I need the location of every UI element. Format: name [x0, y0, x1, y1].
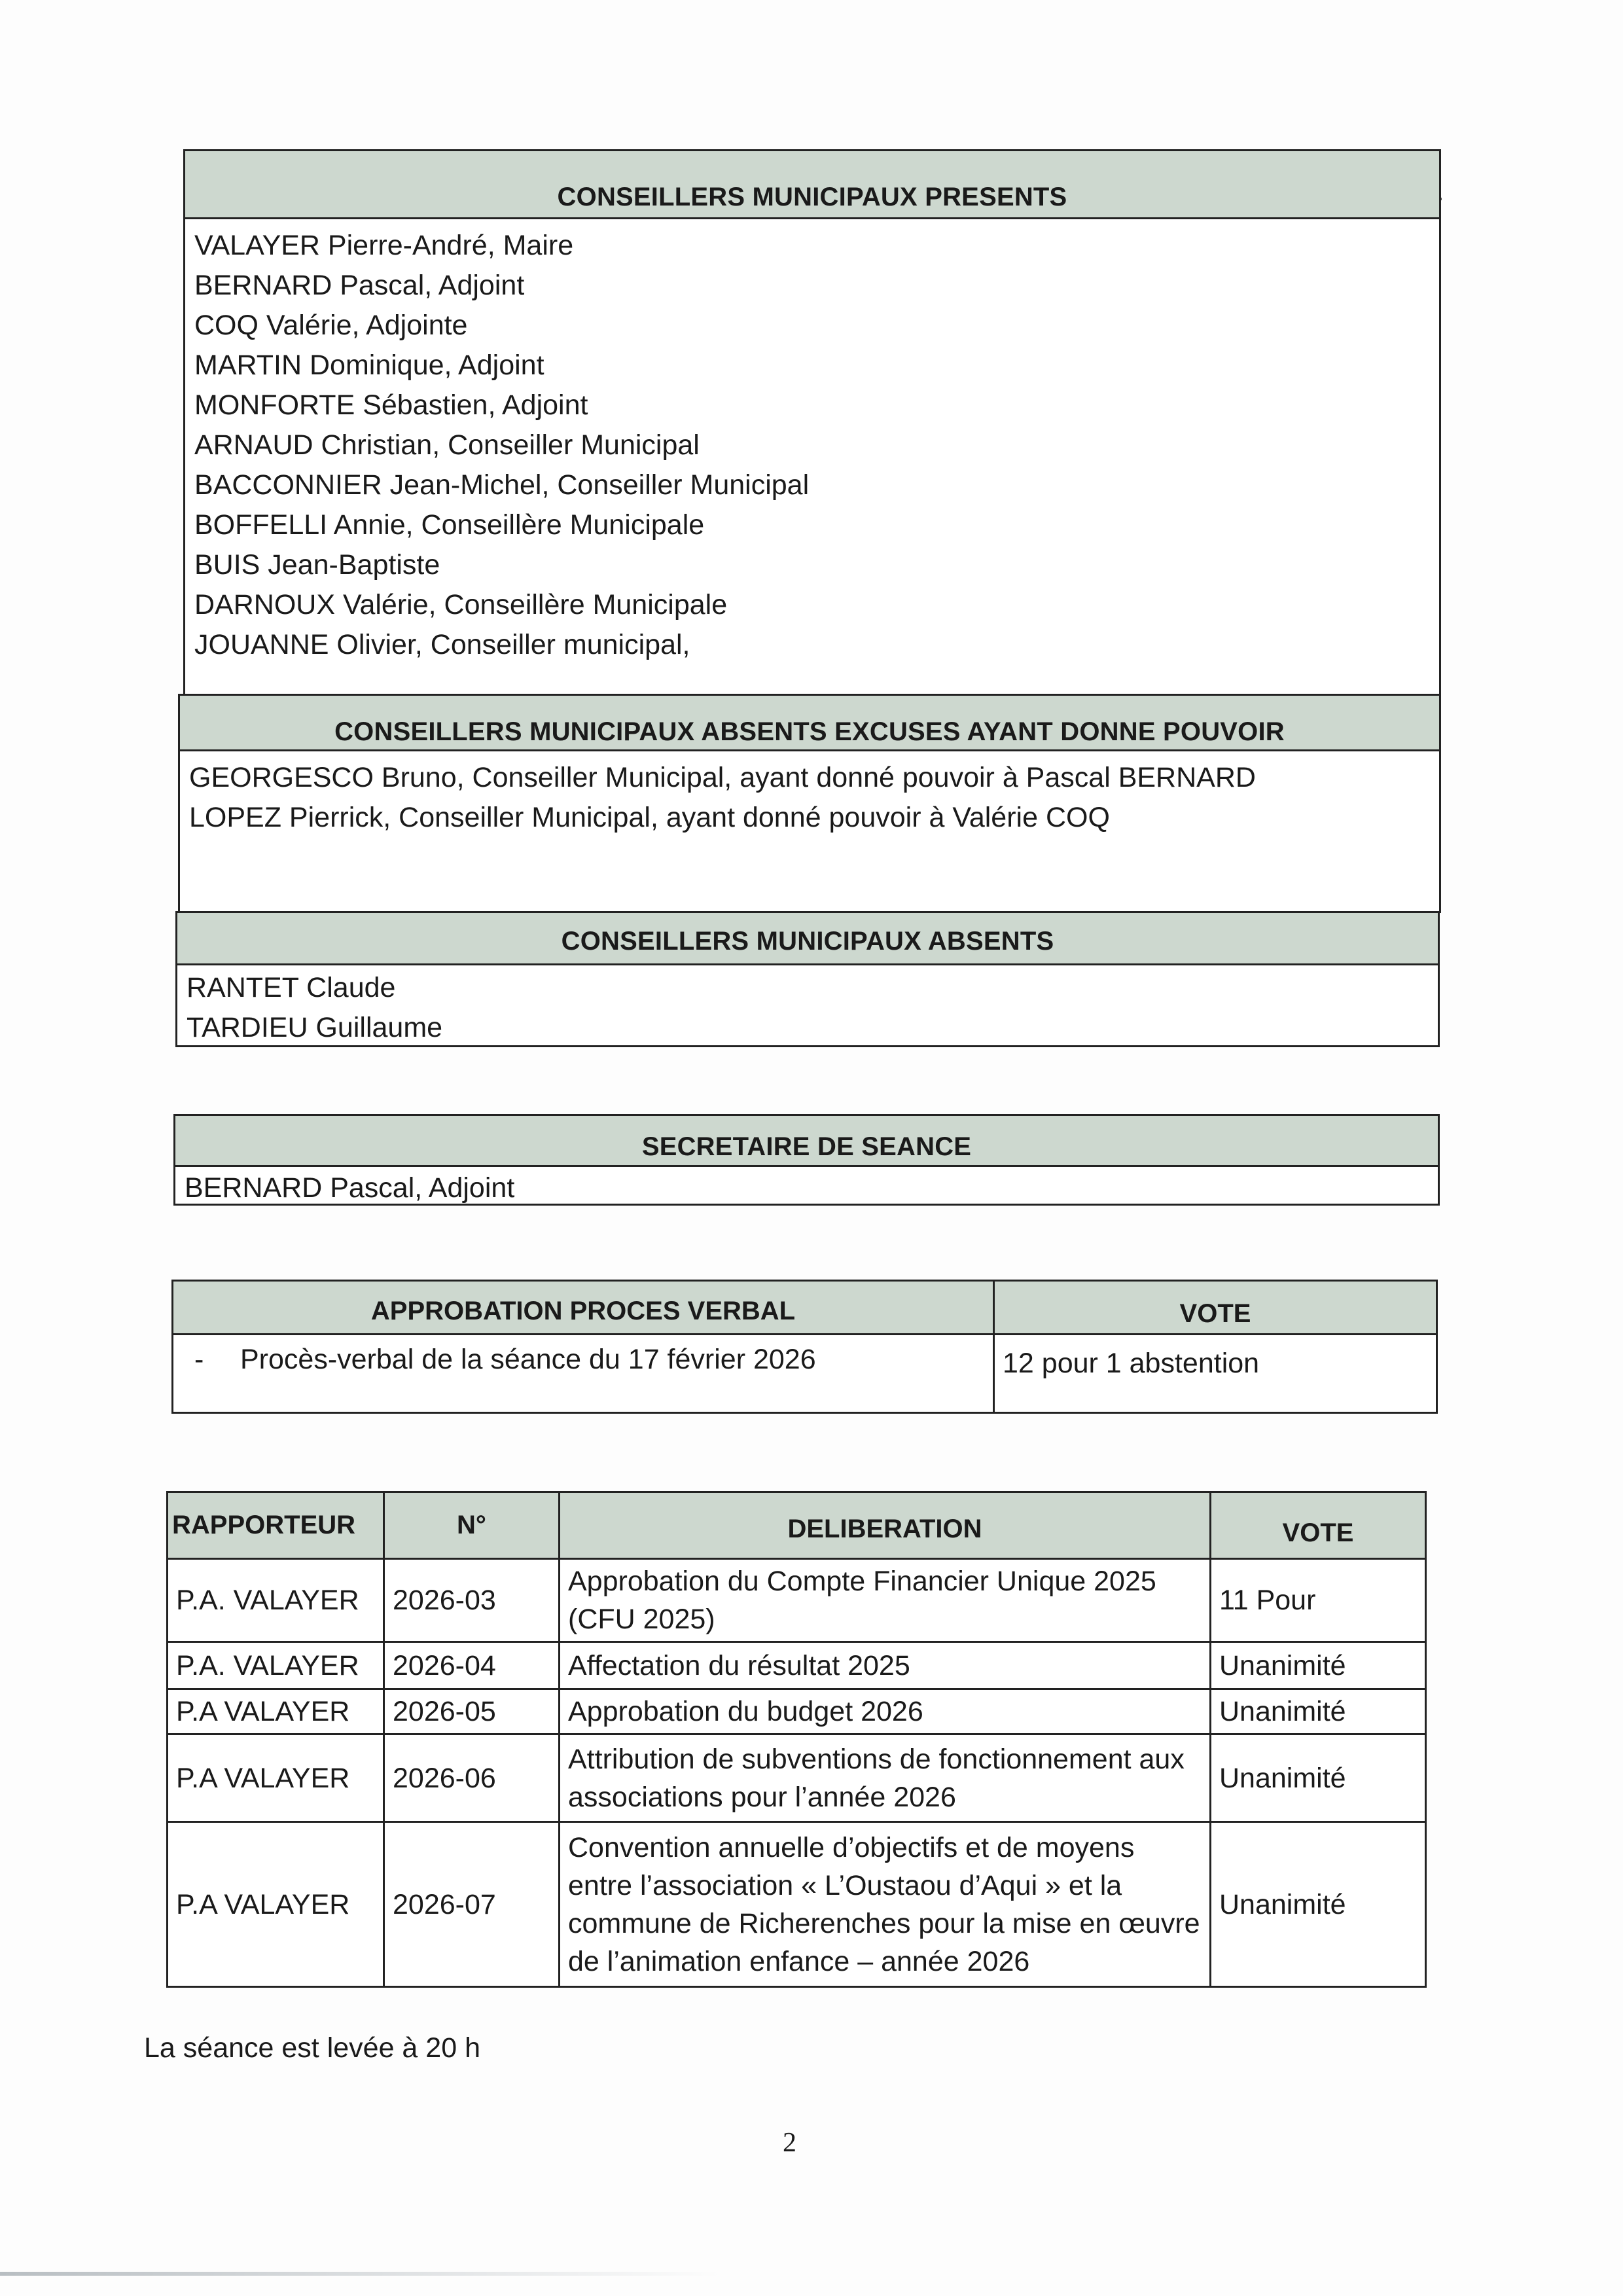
vote-header: VOTE	[994, 1281, 1437, 1335]
scan-artifact-line	[0, 2272, 720, 2276]
list-item: TARDIEU Guillaume	[187, 1012, 443, 1043]
absents-list	[177, 965, 1438, 1048]
absents-excuses-list	[180, 751, 1439, 838]
table-row: P.A VALAYER 2026-07 Convention annuelle d’objectifs et de moyens entre l’association « L’Oustaou d’Aqui » et la commune de Richerenches pour la mise en œuvre de l’animation enfance – année 2026 Unanimité	[168, 1822, 1426, 1987]
secretaire-table	[173, 1114, 1440, 1206]
table-row: P.A. VALAYER 2026-04 Affectation du résultat 2025 Unanimité	[168, 1642, 1426, 1689]
absents-excuses-table	[178, 694, 1441, 913]
list-item: DARNOUX Valérie, Conseillère Municipale	[194, 589, 728, 620]
numero-header: N°	[384, 1492, 560, 1559]
absents-table	[175, 911, 1440, 1047]
presents-table	[183, 149, 1441, 696]
approbation-table	[171, 1280, 1438, 1414]
list-item: MONFORTE Sébastien, Adjoint	[194, 389, 588, 421]
vote-header: VOTE	[1211, 1492, 1426, 1559]
list-item: BOFFELLI Annie, Conseillère Municipale	[194, 509, 705, 541]
absents-header: CONSEILLERS MUNICIPAUX ABSENTS	[177, 913, 1438, 965]
presents-list	[185, 219, 1439, 665]
table-row: P.A VALAYER 2026-05 Approbation du budget 2026 Unanimité	[168, 1689, 1426, 1734]
table-row: P.A. VALAYER 2026-03 Approbation du Compte Financier Unique 2025 (CFU 2025) 11 Pour	[168, 1559, 1426, 1642]
approbation-vote: 12 pour 1 abstention	[994, 1335, 1437, 1413]
approbation-item: - Procès-verbal de la séance du 17 février 2026	[173, 1335, 994, 1413]
secretaire-name: BERNARD Pascal, Adjoint	[185, 1172, 515, 1204]
list-item: BACCONNIER Jean-Michel, Conseiller Municipal	[194, 469, 810, 501]
list-item: VALAYER Pierre-André, Maire	[194, 230, 574, 261]
secretaire-header: SECRETAIRE DE SEANCE	[175, 1116, 1438, 1167]
rapporteur-header: RAPPORTEUR	[168, 1492, 384, 1559]
page-number: 2	[783, 2128, 796, 2158]
presents-header: CONSEILLERS MUNICIPAUX PRESENTS	[185, 151, 1439, 219]
absents-excuses-header: CONSEILLERS MUNICIPAUX ABSENTS EXCUSES AYANT DONNE POUVOIR	[180, 696, 1439, 751]
deliberation-header: DELIBERATION	[560, 1492, 1211, 1559]
list-item: BERNARD Pascal, Adjoint	[194, 270, 525, 301]
table-row: P.A VALAYER 2026-06 Attribution de subventions de fonctionnement aux associations pour l’année 2026 Unanimité	[168, 1734, 1426, 1822]
list-item: LOPEZ Pierrick, Conseiller Municipal, ayant donné pouvoir à Valérie COQ	[189, 802, 1110, 833]
list-item: ARNAUD Christian, Conseiller Municipal	[194, 429, 700, 461]
bullet: -	[194, 1344, 204, 1375]
list-item: RANTET Claude	[187, 972, 396, 1003]
closing-statement: La séance est levée à 20 h	[144, 2032, 480, 2064]
list-item: JOUANNE Olivier, Conseiller municipal,	[194, 629, 690, 660]
list-item: MARTIN Dominique, Adjoint	[194, 350, 544, 381]
deliberations-table	[166, 1491, 1427, 1988]
approbation-header: APPROBATION PROCES VERBAL	[173, 1281, 994, 1335]
list-item: COQ Valérie, Adjointe	[194, 310, 468, 341]
list-item: BUIS Jean-Baptiste	[194, 549, 440, 581]
list-item: GEORGESCO Bruno, Conseiller Municipal, ayant donné pouvoir à Pascal BERNARD	[189, 762, 1256, 793]
